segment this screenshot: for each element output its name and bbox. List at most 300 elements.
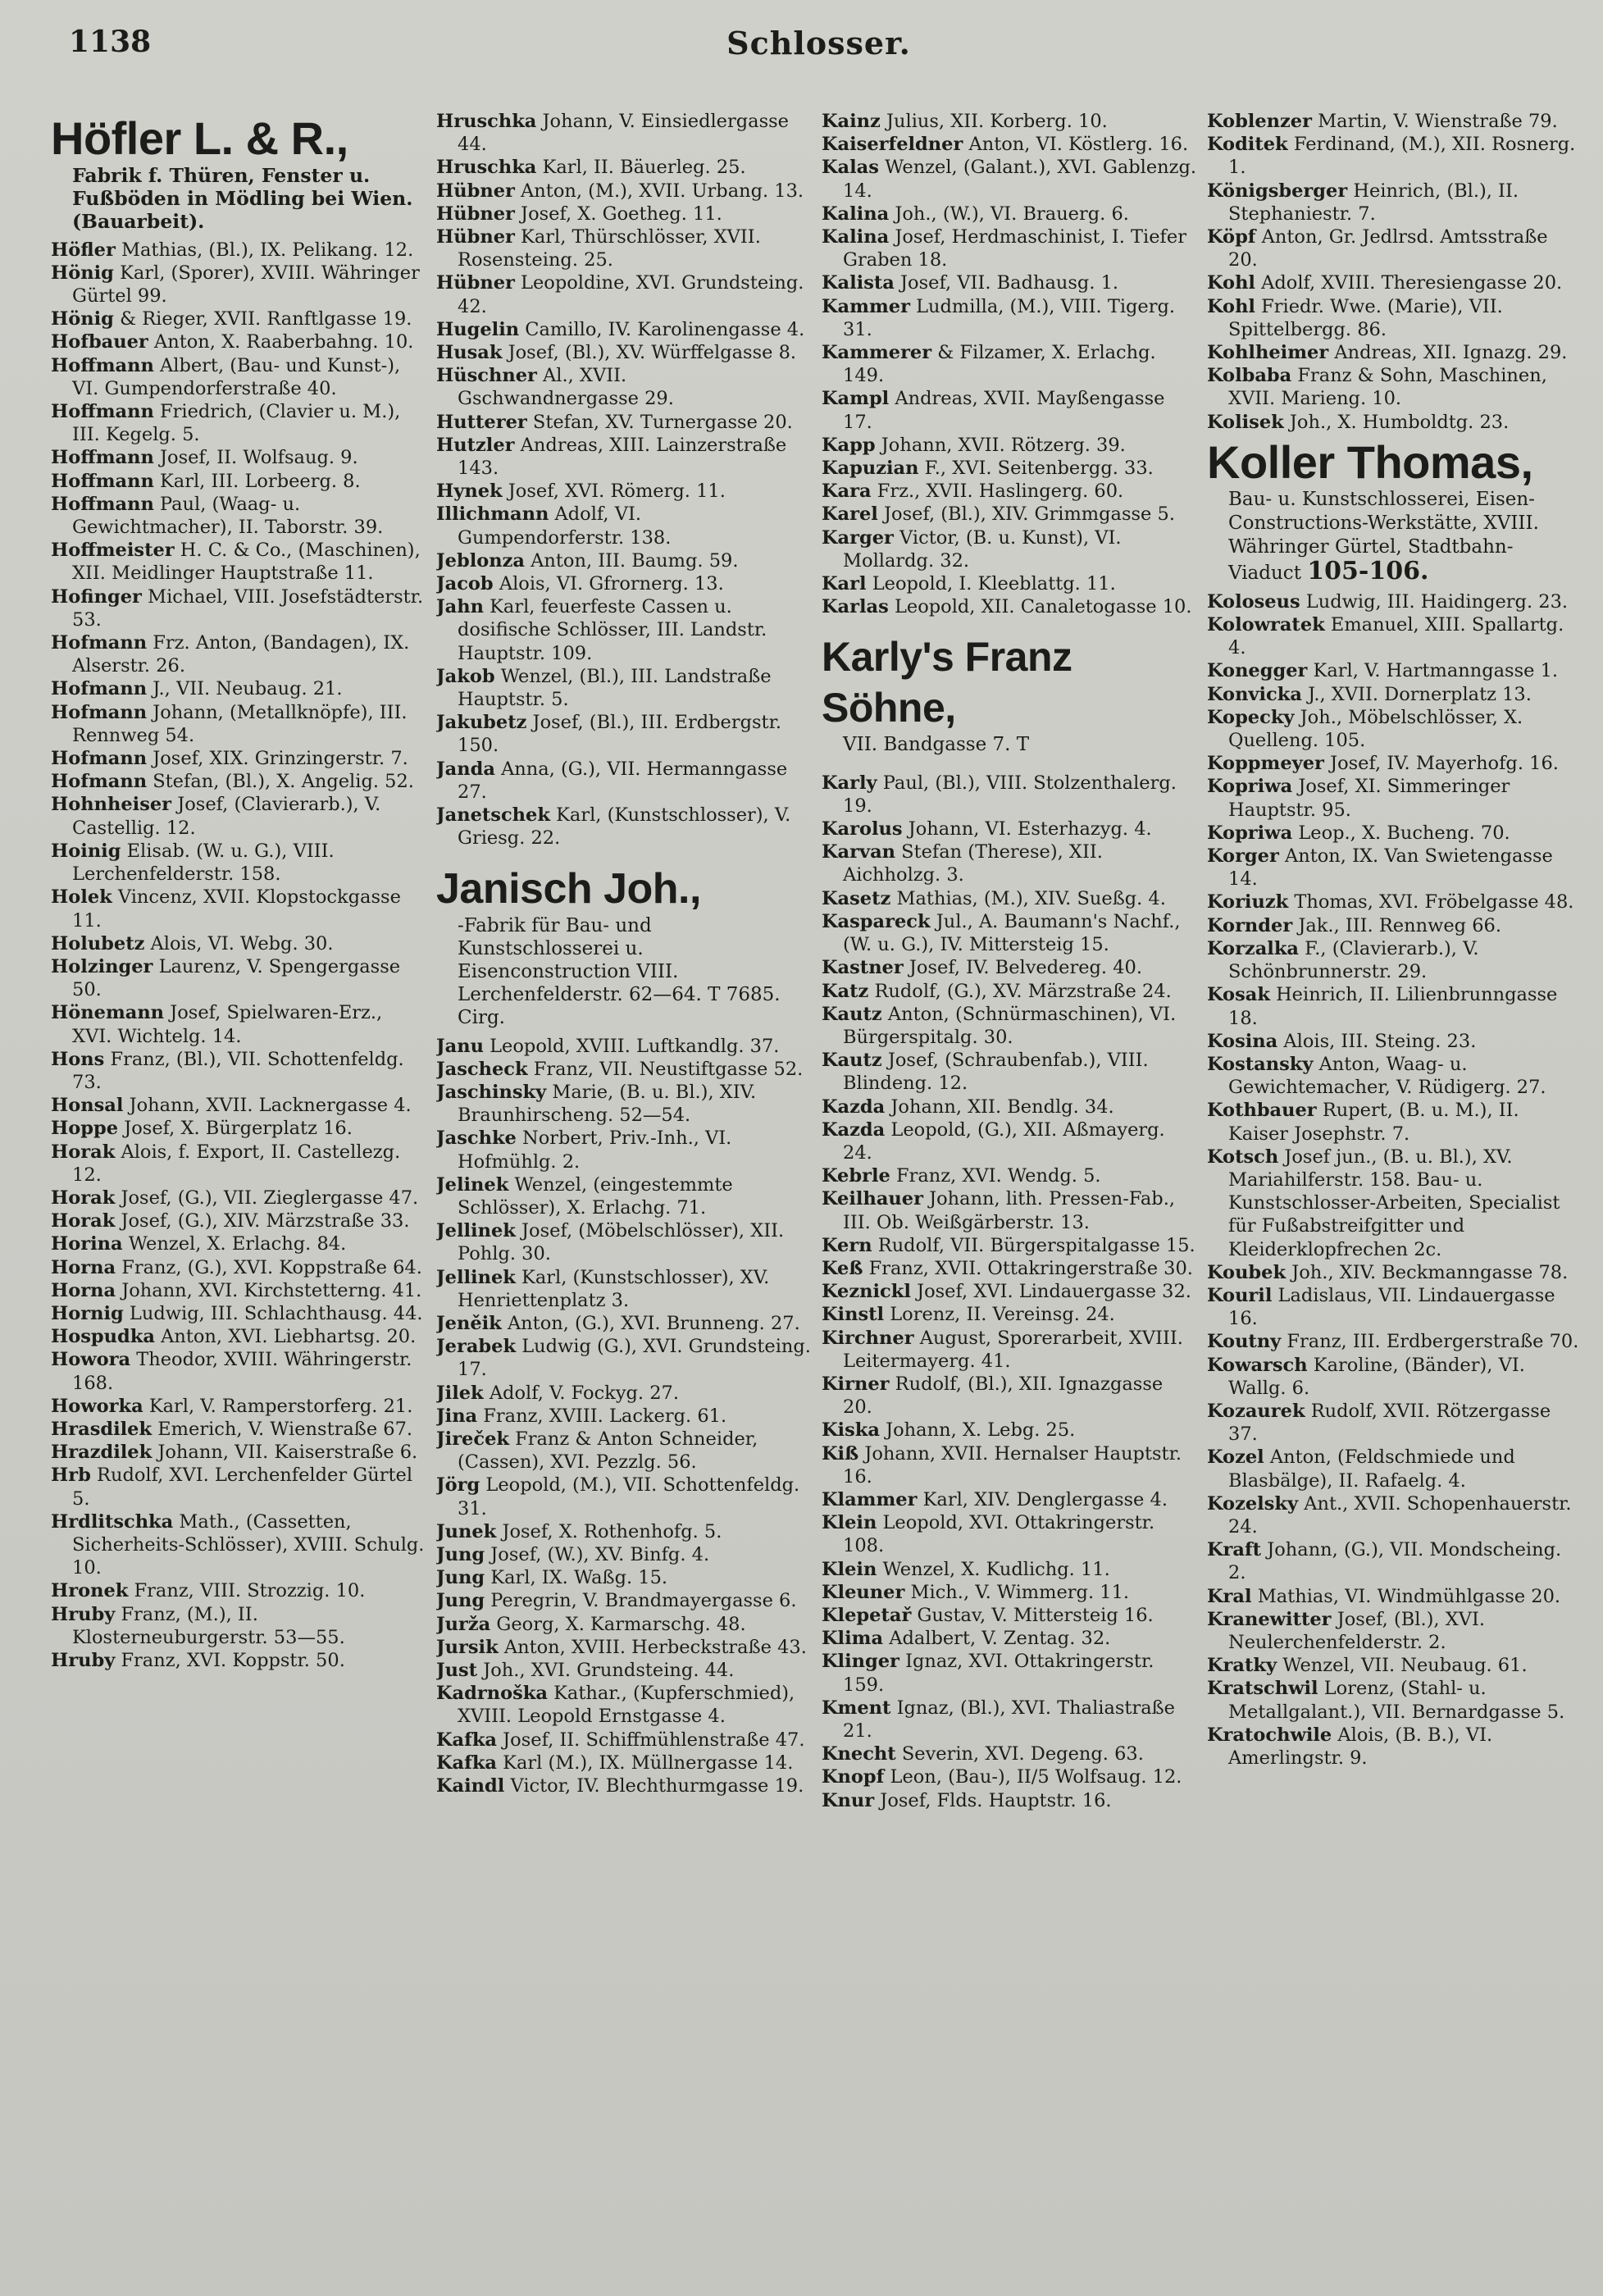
directory-entry: [51, 1325, 426, 1348]
entry-name: Klammer: [822, 1488, 918, 1510]
entry-name: Hofmann: [51, 748, 148, 770]
entry-name: Hoffmann: [51, 470, 154, 492]
entry-details: Andreas, XVII. Mayßengasse 17.: [843, 388, 1165, 433]
directory-entry: [822, 1164, 1197, 1187]
directory-entry: [822, 1096, 1197, 1118]
directory-entry: [51, 1395, 426, 1418]
entry-list: [822, 772, 1197, 1812]
directory-entry: [51, 1048, 426, 1094]
entry-details: Karl, III. Lorbeerg. 8.: [160, 470, 361, 492]
entry-details: Karl, V. Hartmanngasse 1.: [1313, 660, 1559, 682]
entry-name: Keilhauer: [822, 1188, 923, 1210]
entry-details: Josef, Herdmaschinist, I. Tiefer Graben 18.: [843, 226, 1186, 271]
entry-details: Wenzel, (eingestemmte Schlösser), X. Erlachg. 71.: [458, 1173, 733, 1219]
directory-entry: [51, 1256, 426, 1279]
entry-details: August, Sporerarbeit, XVIII. Leitermayerg. 41.: [843, 1327, 1183, 1372]
directory-entry: [822, 156, 1197, 202]
entry-name: Kouril: [1207, 1284, 1273, 1306]
directory-entry: [51, 493, 426, 539]
entry-name: Jellinek: [436, 1266, 516, 1288]
entry-details: Emerich, V. Wienstraße 67.: [157, 1418, 413, 1440]
entry-name: Kara: [822, 481, 872, 503]
entry-name: Horna: [51, 1279, 116, 1301]
directory-entry: [51, 1579, 426, 1602]
entry-name: Kohl: [1207, 272, 1255, 294]
entry-details: Josef, Flds. Hauptstr. 16.: [880, 1789, 1112, 1811]
entry-details: Georg, X. Karmarschg. 48.: [496, 1613, 746, 1635]
directory-entry: [436, 503, 812, 549]
directory-entry: [822, 1558, 1197, 1581]
entry-name: Hönig: [51, 308, 114, 330]
directory-entry: [436, 1589, 812, 1612]
entry-details: Josef, (Bl.), XV. Würffelgasse 8.: [508, 342, 797, 364]
directory-entry: [1207, 613, 1583, 659]
entry-name: Hons: [51, 1048, 105, 1070]
directory-entry: [436, 1474, 812, 1519]
entry-details: Karl, (Kunstschlosser), V. Griesg. 22.: [458, 804, 791, 850]
entry-details: Theodor, XVIII. Währingerstr. 168.: [72, 1349, 412, 1394]
entry-name: Konegger: [1207, 660, 1308, 682]
entry-details: Karl, V. Ramperstorferg. 21.: [148, 1395, 413, 1417]
entry-details: Adalbert, V. Zentag. 32.: [889, 1628, 1111, 1650]
page-number: 1138: [69, 25, 152, 59]
ad-body: Fabrik f. Thüren, Fenster u. Fußböden in Mödling bei Wien. (Bauarbeit).: [72, 164, 413, 234]
entry-name: Kapuzian: [822, 458, 919, 480]
directory-entry: [436, 1682, 812, 1728]
directory-entry: [1207, 822, 1583, 845]
entry-details: Thomas, XVI. Fröbelgasse 48.: [1294, 891, 1574, 913]
entry-details: Anton, (Feldschmiede und Blasbälge), II. Rafaelg. 4.: [1228, 1446, 1515, 1492]
entry-details: Anton, VI. Köstlerg. 16.: [968, 134, 1189, 156]
entry-name: Kammer: [822, 295, 910, 317]
directory-entry: [822, 1373, 1197, 1419]
entry-name: Kadrnoška: [436, 1683, 548, 1705]
ad-number: 105-106.: [1307, 556, 1429, 585]
directory-entry: [822, 503, 1197, 526]
entry-details: J., VII. Neubaug. 21.: [153, 678, 343, 700]
entry-name: Koloseus: [1207, 590, 1300, 613]
directory-entry: [51, 1464, 426, 1510]
entry-details: Karl, Thürschlösser, XVII. Rosensteing. 25.: [458, 226, 761, 271]
entry-name: Howorka: [51, 1395, 143, 1417]
entry-name: Kalina: [822, 226, 890, 248]
entry-name: Kazda: [822, 1118, 886, 1141]
ad-title: Karly's Franz Söhne,: [822, 634, 1072, 731]
directory-entry: [822, 387, 1197, 433]
directory-entry: [436, 1428, 812, 1474]
directory-entry: [436, 480, 812, 503]
entry-name: Hutzler: [436, 434, 515, 456]
directory-entry: [436, 1058, 812, 1081]
entry-name: Hrb: [51, 1465, 91, 1487]
entry-name: Hübner: [436, 226, 515, 248]
entry-name: Kiska: [822, 1419, 880, 1442]
entry-name: Hofmann: [51, 701, 148, 723]
directory-entry: [436, 1127, 812, 1173]
entry-name: Hofinger: [51, 585, 142, 608]
entry-details: Wenzel, X. Kudlichg. 11.: [882, 1558, 1110, 1580]
entry-details: Anton, X. Raaberbahng. 10.: [153, 331, 414, 353]
entry-details: Josef, IV. Mayerhofg. 16.: [1330, 753, 1559, 775]
directory-entry: [1207, 891, 1583, 913]
directory-entry: [822, 110, 1197, 133]
directory-entry: [436, 110, 812, 156]
entry-details: Anton, Waag- u. Gewichtemacher, V. Rüdigerg. 27.: [1228, 1053, 1546, 1099]
entry-name: Kotsch: [1207, 1146, 1279, 1168]
directory-entry: [1207, 752, 1583, 775]
directory-entry: [822, 1003, 1197, 1049]
entry-details: Josef, (Clavierarb.), V. Castellig. 12.: [72, 794, 381, 839]
directory-entry: [1207, 1400, 1583, 1446]
entry-name: Kraft: [1207, 1539, 1262, 1561]
directory-entry: [436, 203, 812, 226]
directory-entry: [1207, 659, 1583, 682]
entry-name: Jelinek: [436, 1173, 509, 1196]
directory-entry: [51, 1232, 426, 1255]
directory-entry: [822, 1511, 1197, 1557]
directory-entry: [1207, 271, 1583, 294]
entry-name: Horna: [51, 1256, 116, 1278]
entry-details: Anton, III. Baumg. 59.: [531, 549, 739, 572]
entry-details: Ferdinand, (M.), XII. Rosnerg. 1.: [1228, 134, 1576, 179]
entry-details: Jul., A. Baumann's Nachf., (W. u. G.), IV. Mittersteig 15.: [843, 910, 1181, 956]
entry-name: Karolus: [822, 818, 903, 840]
directory-entry: [822, 956, 1197, 979]
entry-details: Michael, VIII. Josefstädterstr. 53.: [72, 585, 424, 631]
directory-entry: [436, 434, 812, 480]
entry-name: Kratschwil: [1207, 1678, 1318, 1700]
directory-entry: [822, 341, 1197, 387]
entry-name: Kinstl: [822, 1304, 885, 1326]
entry-name: Kral: [1207, 1585, 1252, 1607]
entry-name: Hüschner: [436, 365, 537, 387]
entry-name: Knecht: [822, 1743, 896, 1765]
entry-name: Hoffmeister: [51, 540, 175, 562]
entry-list: [1207, 110, 1583, 434]
entry-details: Leopoldine, XVI. Grundsteing. 42.: [458, 272, 804, 317]
entry-name: Hronek: [51, 1580, 129, 1602]
directory-entry: [51, 1117, 426, 1140]
entry-name: Kratochwile: [1207, 1724, 1332, 1746]
entry-details: Anna, (G.), VII. Hermanngasse 27.: [458, 758, 788, 803]
entry-details: Ant., XVII. Schopenhauerstr. 24.: [1228, 1492, 1572, 1538]
entry-details: Leopold, XII. Canaletogasse 10.: [894, 596, 1192, 618]
entry-name: Kirchner: [822, 1327, 914, 1349]
entry-details: Julius, XII. Korberg. 10.: [886, 111, 1108, 132]
directory-entry: [436, 665, 812, 711]
directory-entry: [1207, 1585, 1583, 1608]
entry-name: Kazda: [822, 1096, 886, 1118]
ad-title: Janisch Joh.,: [436, 864, 701, 913]
entry-details: Josef, IV. Belvedereg. 40.: [909, 957, 1143, 979]
entry-name: Janu: [436, 1035, 484, 1057]
entry-details: Josef, X. Bürgerplatz 16.: [124, 1118, 353, 1140]
entry-details: Josef, II. Schiffmühlenstraße 47.: [503, 1729, 805, 1751]
directory-entry: [822, 1627, 1197, 1650]
directory-entry: [1207, 1608, 1583, 1654]
entry-name: Kohl: [1207, 295, 1255, 317]
entry-details: Josef, (Schraubenfab.), VIII. Blindeng. 12.: [843, 1050, 1149, 1095]
entry-name: Hofmann: [51, 678, 148, 700]
entry-details: Franz, (Bl.), VII. Schottenfeldg. 73.: [72, 1048, 404, 1093]
entry-details: Joh., X. Humboldtg. 23.: [1289, 411, 1510, 433]
directory-entry: [822, 1742, 1197, 1765]
entry-details: Anton, (Schnürmaschinen), VI. Bürgerspitalg. 30.: [843, 1003, 1177, 1048]
column-1: [51, 110, 426, 1812]
directory-entry: [436, 1219, 812, 1265]
directory-entry: [436, 1335, 812, 1381]
directory-entry: [436, 1312, 812, 1335]
entry-name: Kammerer: [822, 342, 932, 364]
entry-name: Kranewitter: [1207, 1608, 1332, 1630]
directory-entry: [1207, 590, 1583, 613]
entry-details: Mathias, (M.), XIV. Sueßg. 4.: [896, 887, 1166, 909]
directory-entry: [822, 1303, 1197, 1326]
directory-entry: [436, 1405, 812, 1428]
directory-entry: [1207, 1053, 1583, 1099]
entry-name: Hutterer: [436, 411, 527, 433]
entry-details: Karl, IX. Waßg. 15.: [490, 1567, 668, 1589]
entry-details: Anton, Gr. Jedlrsd. Amtsstraße 20.: [1228, 226, 1548, 271]
entry-name: Jeblonza: [436, 549, 525, 572]
entry-details: Karl, (Sporer), XVIII. Währinger Gürtel 99.: [72, 262, 420, 308]
entry-name: Kothbauer: [1207, 1100, 1317, 1122]
entry-details: Franz & Sohn, Maschinen, XVII. Marieng. 10.: [1228, 365, 1547, 410]
entry-name: Kolisek: [1207, 411, 1284, 433]
entry-details: Victor, IV. Blechthurmgasse 19.: [510, 1775, 804, 1797]
directory-entry: [436, 1035, 812, 1058]
entry-details: Leopold, XVI. Ottakringerstr. 108.: [843, 1512, 1155, 1557]
entry-name: Holek: [51, 886, 112, 909]
directory-entry: [822, 480, 1197, 503]
entry-name: Jahn: [436, 596, 484, 618]
directory-entry: [1207, 1446, 1583, 1492]
entry-name: Kaiserfeldner: [822, 134, 963, 156]
directory-entry: [51, 1001, 426, 1047]
directory-entry: [436, 1636, 812, 1659]
entry-name: Kostansky: [1207, 1053, 1314, 1075]
entry-details: Norbert, Priv.-Inh., VI. Hofmühlg. 2.: [458, 1128, 732, 1173]
entry-details: Johann, X. Lebg. 25.: [886, 1419, 1076, 1442]
entry-name: Karger: [822, 526, 894, 549]
entry-details: Josef, X. Goetheg. 11.: [521, 203, 722, 225]
directory-entry: [436, 1382, 812, 1405]
entry-details: Johann, VII. Kaiserstraße 6.: [157, 1442, 418, 1464]
entry-name: Kohlheimer: [1207, 342, 1329, 364]
entry-name: Kment: [822, 1697, 891, 1719]
directory-entry: [436, 711, 812, 757]
directory-entry: [822, 772, 1197, 818]
directory-entry: [436, 411, 812, 434]
entry-details: Karl, II. Bäuerleg. 25.: [542, 157, 746, 179]
entry-details: Leon, (Bau-), II/5 Wolfsaug. 12.: [890, 1766, 1182, 1788]
entry-name: Holubetz: [51, 932, 145, 954]
directory-entry: [1207, 411, 1583, 434]
entry-details: Josef, (Möbelschlösser), XII. Pohlg. 30.: [458, 1220, 785, 1265]
entry-name: Kautz: [822, 1050, 882, 1072]
directory-entry: [1207, 775, 1583, 821]
entry-name: Horak: [51, 1210, 116, 1232]
entry-name: Konvicka: [1207, 683, 1302, 705]
entry-details: Josef, (G.), VII. Zieglergasse 47.: [121, 1187, 419, 1209]
entry-name: Hrazdilek: [51, 1442, 153, 1464]
entry-name: Kainz: [822, 111, 881, 132]
entry-name: Hübner: [436, 180, 515, 202]
entry-details: Josef, XI. Simmeringer Hauptstr. 95.: [1228, 776, 1510, 821]
directory-entry: [51, 446, 426, 469]
entry-name: Jellinek: [436, 1220, 516, 1242]
directory-entry: [436, 318, 812, 341]
ad-address: Bau- u. Kunstschlosserei, Eisen- Constructions-Werkstätte, XVIII. Währinger Gürtel, Stadtbahn-Viaduct: [1228, 488, 1539, 584]
directory-entry: [436, 1520, 812, 1543]
directory-entry: [436, 156, 812, 179]
entry-name: Kafka: [436, 1752, 497, 1774]
entry-name: Koppmeyer: [1207, 753, 1324, 775]
directory-entry: [436, 595, 812, 665]
entry-details: Ignaz, (Bl.), XVI. Thaliastraße 21.: [843, 1697, 1175, 1742]
entry-details: Anton, XVI. Liebhartsg. 20.: [161, 1326, 417, 1348]
entry-name: Kowarsch: [1207, 1354, 1308, 1376]
entry-name: Katz: [822, 980, 869, 1002]
directory-entry: [436, 549, 812, 572]
entry-details: Ignaz, XVI. Ottakringerstr. 159.: [843, 1651, 1154, 1696]
entry-details: Josef, X. Rothenhofg. 5.: [502, 1520, 722, 1542]
directory-entry: [51, 631, 426, 677]
directory-entry: [436, 271, 812, 317]
entry-name: Jeněik: [436, 1312, 502, 1334]
entry-details: Johann, XVII. Hernalser Hauptstr. 16.: [843, 1442, 1182, 1487]
entry-details: Josef, XVI. Lindauergasse 32.: [917, 1281, 1191, 1303]
entry-details: Ludwig (G.), XVI. Grundsteing. 17.: [458, 1336, 811, 1381]
entry-name: Horak: [51, 1187, 116, 1209]
directory-entry: [1207, 133, 1583, 179]
entry-name: Keß: [822, 1257, 863, 1279]
directory-entry: [436, 1774, 812, 1797]
entry-details: Karl (M.), IX. Müllnergasse 14.: [503, 1752, 794, 1774]
entry-name: Kampl: [822, 388, 890, 410]
entry-details: Josef, (Bl.), III. Erdbergstr. 150.: [458, 712, 782, 757]
entry-details: Joh., Möbelschlösser, X. Quelleng. 105.: [1228, 706, 1523, 752]
entry-name: Koriuzk: [1207, 891, 1289, 913]
entry-name: Kirner: [822, 1373, 890, 1395]
ad-title: Koller Thomas,: [1207, 435, 1533, 488]
directory-entry: [822, 203, 1197, 226]
entry-details: Paul, (Bl.), VIII. Stolzenthalerg. 19.: [843, 772, 1177, 817]
directory-entry: [822, 1327, 1197, 1373]
entry-name: Hofbauer: [51, 331, 148, 353]
directory-entry: [822, 1049, 1197, 1095]
directory-entry: [822, 980, 1197, 1003]
entry-name: Kratky: [1207, 1655, 1277, 1677]
directory-entry: [51, 840, 426, 886]
entry-name: Kozaurek: [1207, 1400, 1305, 1422]
entry-name: Janetschek: [436, 804, 550, 827]
entry-list: [1207, 590, 1583, 1770]
advertisement-koller: [1207, 437, 1583, 585]
entry-name: Jakubetz: [436, 712, 527, 734]
directory-entry: [1207, 683, 1583, 706]
directory-entry: [51, 354, 426, 400]
entry-name: Kolbaba: [1207, 365, 1292, 387]
entry-list: [436, 110, 812, 850]
entry-name: Kebrle: [822, 1165, 890, 1187]
directory-entry: [822, 840, 1197, 886]
directory-entry: [51, 585, 426, 631]
directory-entry: [436, 341, 812, 364]
entry-details: Josef, XIX. Grinzingerstr. 7.: [153, 748, 408, 770]
directory-entry: [1207, 1492, 1583, 1538]
entry-name: Hofmann: [51, 771, 148, 793]
directory-entry: [51, 1187, 426, 1210]
entry-name: Hoffmann: [51, 447, 154, 469]
entry-name: Jurža: [436, 1613, 491, 1635]
entry-list: [822, 110, 1197, 618]
entry-details: Johann, XII. Bendlg. 34.: [890, 1096, 1114, 1118]
entry-name: Karly: [822, 772, 877, 794]
entry-details: Alois, VI. Gfrornerg. 13.: [499, 573, 724, 595]
entry-details: Franz, XVI. Wendg. 5.: [895, 1165, 1101, 1187]
ad-body: VII. Bandgasse 7. T: [843, 734, 1030, 756]
directory-entry: [51, 470, 426, 493]
directory-entry: [1207, 1284, 1583, 1330]
directory-entry: [822, 910, 1197, 956]
entry-details: Rupert, (B. u. M.), II. Kaiser Josephstr. 7.: [1228, 1100, 1519, 1145]
directory-entry: [822, 1604, 1197, 1627]
entry-name: Kleuner: [822, 1581, 905, 1603]
entry-name: Kapp: [822, 434, 876, 456]
entry-name: Karl: [822, 573, 867, 595]
directory-entry: [436, 226, 812, 271]
entry-name: Hruschka: [436, 111, 537, 132]
entry-name: Kosina: [1207, 1030, 1278, 1052]
entry-name: Junek: [436, 1520, 497, 1542]
entry-details: Rudolf, (G.), XV. Märzstraße 24.: [874, 980, 1172, 1002]
entry-name: Hospudka: [51, 1326, 155, 1348]
entry-name: Hornig: [51, 1302, 124, 1324]
entry-details: Frz. Anton, (Bandagen), IX. Alserstr. 26.: [72, 632, 410, 677]
directory-entry: [1207, 1330, 1583, 1353]
directory-entry: [822, 1257, 1197, 1280]
directory-entry: [1207, 1538, 1583, 1584]
directory-entry: [1207, 1146, 1583, 1261]
entry-name: Hoffmann: [51, 493, 154, 515]
directory-entry: [1207, 1724, 1583, 1770]
directory-entry: [51, 701, 426, 747]
directory-entry: [822, 818, 1197, 840]
entry-details: Frz., XVII. Haslingerg. 60.: [877, 481, 1124, 503]
directory-entry: [436, 1752, 812, 1774]
entry-name: Koblenzer: [1207, 111, 1312, 132]
entry-details: Ladislaus, VII. Lindauergasse 16.: [1228, 1284, 1555, 1330]
entry-details: Friedr. Wwe. (Marie), VII. Spittelbergg. 86.: [1228, 295, 1503, 340]
directory-entry: [822, 572, 1197, 595]
page-title: Schlosser.: [726, 25, 911, 61]
entry-details: Stefan, (Bl.), X. Angelig. 52.: [153, 771, 414, 793]
directory-entry: [822, 1234, 1197, 1257]
entry-name: Hruby: [51, 1603, 116, 1625]
entry-name: Kaindl: [436, 1775, 505, 1797]
entry-name: Hoffmann: [51, 354, 154, 376]
entry-details: Ludmilla, (M.), VIII. Tigerg. 31.: [843, 295, 1176, 340]
entry-details: Franz, XVIII. Lackerg. 61.: [483, 1405, 727, 1427]
entry-details: Leopold, XVIII. Luftkandlg. 37.: [490, 1035, 780, 1057]
entry-details: & Rieger, XVII. Ranftlgasse 19.: [120, 308, 412, 330]
entry-details: Franz, (G.), XVI. Koppstraße 64.: [121, 1256, 422, 1278]
entry-details: H. C. & Co., (Maschinen), XII. Meidlinger Hauptstraße 11.: [72, 540, 421, 585]
entry-details: Camillo, IV. Karolinengasse 4.: [525, 318, 805, 340]
entry-details: Josef, Spielwaren-Erz., XVI. Wichtelg. 14.: [72, 1002, 383, 1047]
directory-entry: [822, 1118, 1197, 1164]
